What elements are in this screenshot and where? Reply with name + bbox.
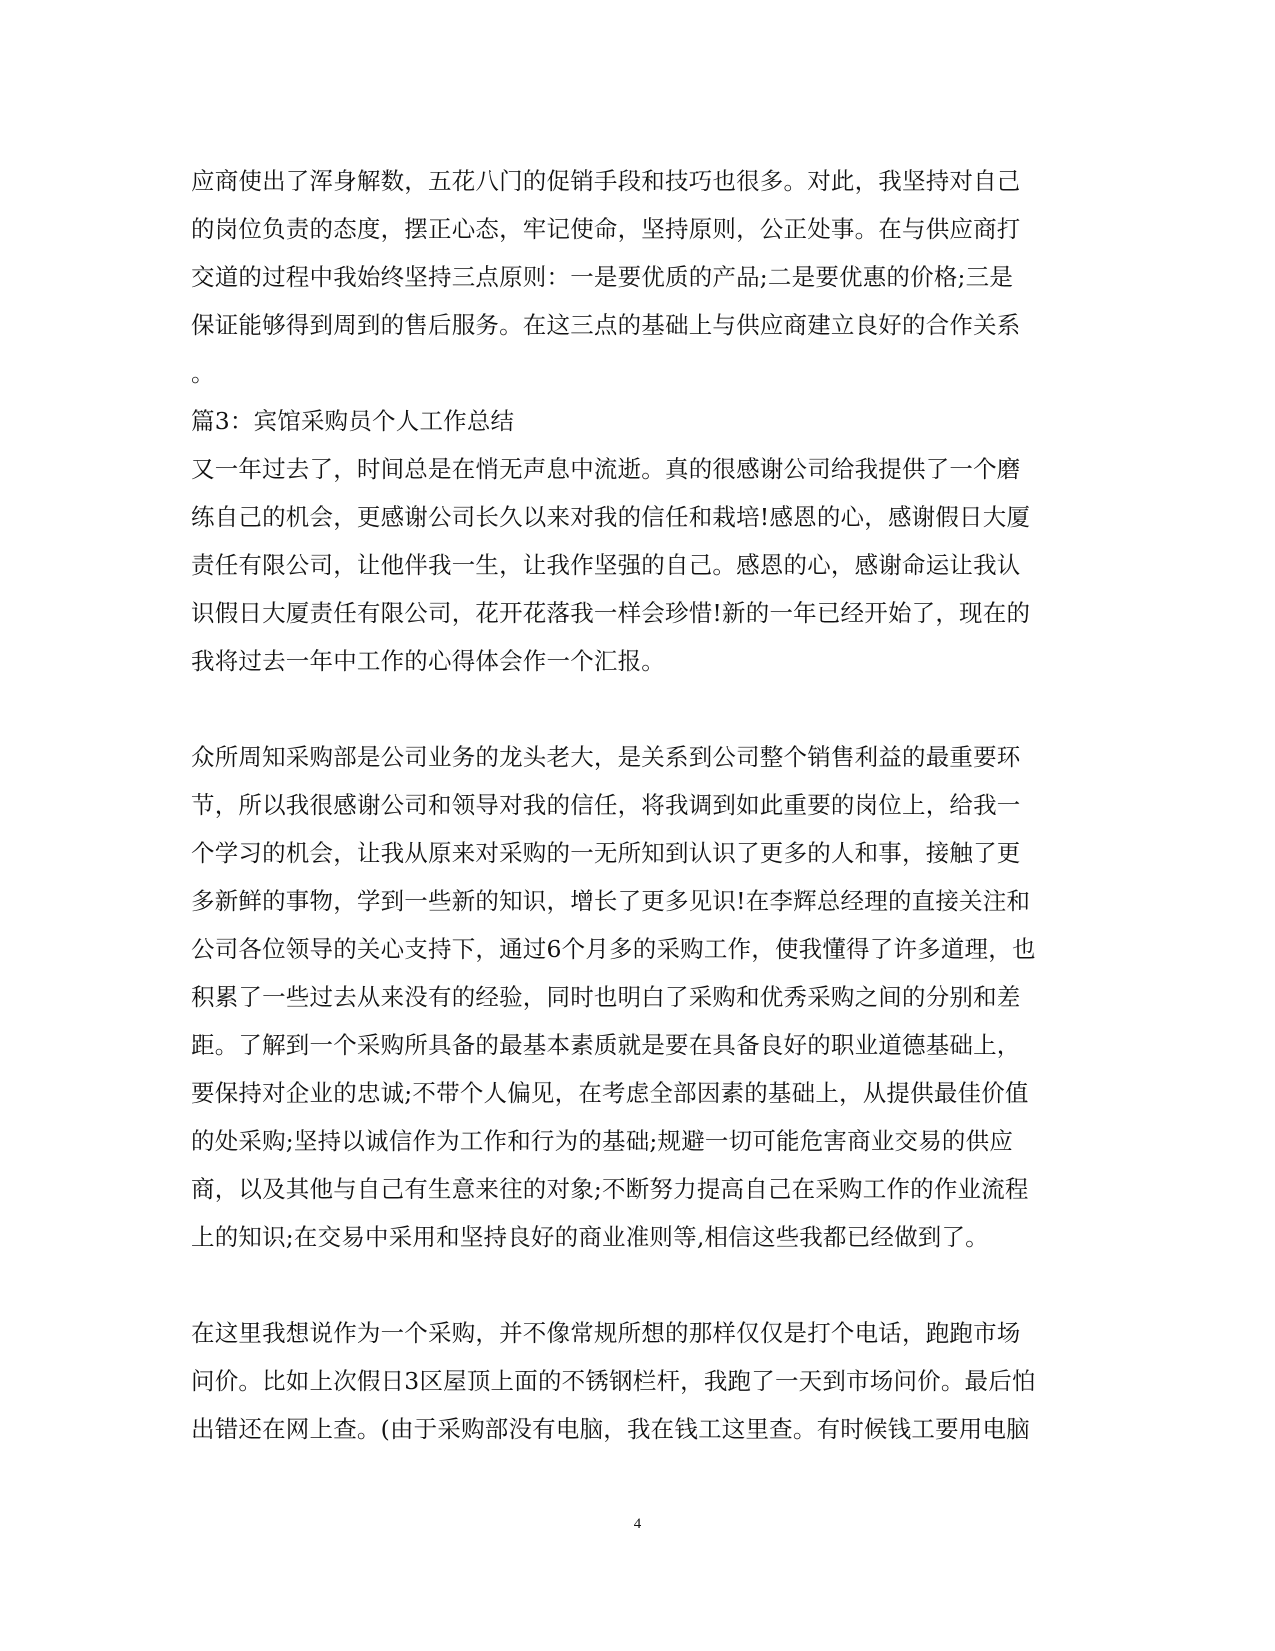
text-line: 要保持对企业的忠诚;不带个人偏见，在考虑全部因素的基础上，从提供最佳价值 bbox=[191, 1079, 1029, 1107]
text-line: 问价。比如上次假日3区屋顶上面的不锈钢栏杆，我跑了一天到市场问价。最后怕 bbox=[191, 1367, 1036, 1395]
paragraph-intro bbox=[191, 445, 1091, 685]
paragraph-gap bbox=[191, 685, 1091, 733]
text-line: 责任有限公司，让他伴我一生，让我作坚强的自己。感恩的心，感谢命运让我认 bbox=[191, 551, 1021, 579]
text-line: 出错还在网上查。(由于采购部没有电脑，我在钱工这里查。有时候钱工要用电脑 bbox=[191, 1415, 1030, 1443]
text-line: 应商使出了浑身解数，五花八门的促销手段和技巧也很多。对此，我坚持对自己 bbox=[191, 167, 1021, 195]
text-line: 练自己的机会，更感谢公司长久以来对我的信任和栽培!感恩的心，感谢假日大厦 bbox=[191, 503, 1031, 531]
text-line: 商，以及其他与自己有生意来往的对象;不断努力提高自己在采购工作的作业流程 bbox=[191, 1175, 1029, 1203]
text-line: 的处采购;坚持以诚信作为工作和行为的基础;规避一切可能危害商业交易的供应 bbox=[191, 1127, 1014, 1155]
text-line: 保证能够得到周到的售后服务。在这三点的基础上与供应商建立良好的合作关系 bbox=[191, 311, 1021, 339]
text-line: 上的知识;在交易中采用和坚持良好的商业准则等,相信这些我都已经做到了。 bbox=[191, 1223, 989, 1251]
paragraph-purchasing-work bbox=[191, 1309, 1091, 1453]
text-line: 众所周知采购部是公司业务的龙头老大，是关系到公司整个销售利益的最重要环 bbox=[191, 743, 1021, 771]
page-number: 4 bbox=[633, 1516, 642, 1532]
text-line: 在这里我想说作为一个采购，并不像常规所想的那样仅仅是打个电话，跑跑市场 bbox=[191, 1319, 1021, 1347]
text-line: 公司各位领导的关心支持下，通过6个月多的采购工作，使我懂得了许多道理，也 bbox=[191, 935, 1036, 963]
text-line: 个学习的机会，让我从原来对采购的一无所知到认识了更多的人和事，接触了更 bbox=[191, 839, 1021, 867]
text-line: 交道的过程中我始终坚持三点原则：一是要优质的产品;二是要优惠的价格;三是 bbox=[191, 263, 1014, 291]
text-line: 节，所以我很感谢公司和领导对我的信任，将我调到如此重要的岗位上，给我一 bbox=[191, 791, 1021, 819]
section-heading: 篇3：宾馆采购员个人工作总结 bbox=[191, 407, 515, 435]
paragraph-procurement bbox=[191, 733, 1091, 1261]
text-line: 识假日大厦责任有限公司，花开花落我一样会珍惜!新的一年已经开始了，现在的 bbox=[191, 599, 1031, 627]
text-line: 积累了一些过去从来没有的经验，同时也明白了采购和优秀采购之间的分别和差 bbox=[191, 983, 1021, 1011]
text-line: 。 bbox=[191, 359, 215, 387]
text-line: 距。了解到一个采购所具备的最基本素质就是要在具备良好的职业道德基础上， bbox=[191, 1031, 1021, 1059]
text-line: 的岗位负责的态度，摆正心态，牢记使命，坚持原则，公正处事。在与供应商打 bbox=[191, 215, 1021, 243]
text-line: 我将过去一年中工作的心得体会作一个汇报。 bbox=[191, 647, 665, 675]
paragraph-gap bbox=[191, 1261, 1091, 1309]
document-body bbox=[191, 157, 1091, 1453]
text-line: 又一年过去了，时间总是在悄无声息中流逝。真的很感谢公司给我提供了一个磨 bbox=[191, 455, 1021, 483]
paragraph-continuation bbox=[191, 157, 1091, 397]
text-line: 多新鲜的事物，学到一些新的知识，增长了更多见识!在李辉总经理的直接关注和 bbox=[191, 887, 1031, 915]
